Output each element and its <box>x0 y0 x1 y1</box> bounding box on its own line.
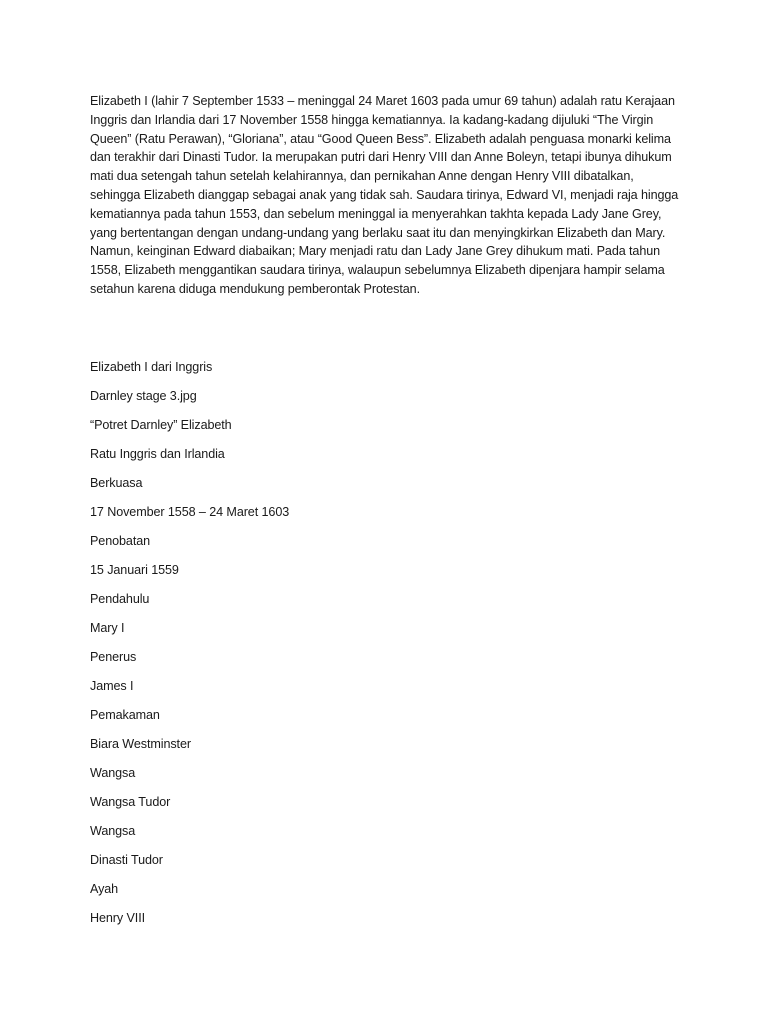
infobox-line: Elizabeth I dari Inggris <box>90 360 213 374</box>
infobox-line: Wangsa <box>90 766 136 780</box>
infobox-line: Wangsa Tudor <box>90 795 171 809</box>
infobox-line: 17 November 1558 – 24 Maret 1603 <box>90 505 290 519</box>
infobox-line: Darnley stage 3.jpg <box>90 389 197 403</box>
infobox-line: Berkuasa <box>90 476 143 490</box>
infobox-line: Pemakaman <box>90 708 160 722</box>
infobox-line: Dinasti Tudor <box>90 853 163 867</box>
infobox-line: Ayah <box>90 882 119 896</box>
infobox-line: Pendahulu <box>90 592 150 606</box>
infobox-line: Wangsa <box>90 824 136 838</box>
infobox-line: Ratu Inggris dan Irlandia <box>90 447 225 461</box>
infobox-lines <box>90 358 680 938</box>
infobox-line: Biara Westminster <box>90 737 191 751</box>
infobox-line: 15 Januari 1559 <box>90 563 179 577</box>
infobox-line: Mary I <box>90 621 125 635</box>
infobox-line: Penobatan <box>90 534 151 548</box>
infobox-line: James I <box>90 679 134 693</box>
infobox-line: Henry VIII <box>90 911 145 925</box>
intro-paragraph: Elizabeth I (lahir 7 September 1533 – meninggal 24 Maret 1603 pada umur 69 tahun) adalah ratu Kerajaan Inggris dan Irlandia dari 17 November 1558 hingga kematiannya. Ia kadang-kadang dijuluki “The Virgin Queen” (Ratu Perawan), “Gloriana”, atau “Good Queen Bess”. Elizabeth adalah penguasa monarki kelima dan terakhir dari Dinasti Tudor. Ia merupakan putri dari Henry VIII dan Anne Boleyn, tetapi ibunya dihukum mati dua setengah tahun setelah kelahirannya, dan pernikahan Anne dengan Henry VIII dibatalkan, sehingga Elizabeth dianggap sebagai anak yang tidak sah. Saudara tirinya, Edward VI, menjadi raja hingga kematiannya pada tahun 1553, dan sebelum meninggal ia menyerahkan takhta kepada Lady Jane Grey, yang bertentangan dengan undang-undang yang berlaku saat itu dan menyingkirkan Elizabeth dan Mary. Namun, keinginan Edward diabaikan; Mary menjadi ratu dan Lady Jane Grey dihukum mati. Pada tahun 1558, Elizabeth menggantikan saudara tirinya, walaupun sebelumnya Elizabeth dipenjara hampir selama setahun karena diduga mendukung pemberontak Protestan. <box>90 94 679 296</box>
infobox-line: “Potret Darnley” Elizabeth <box>90 418 232 432</box>
infobox-line: Penerus <box>90 650 137 664</box>
